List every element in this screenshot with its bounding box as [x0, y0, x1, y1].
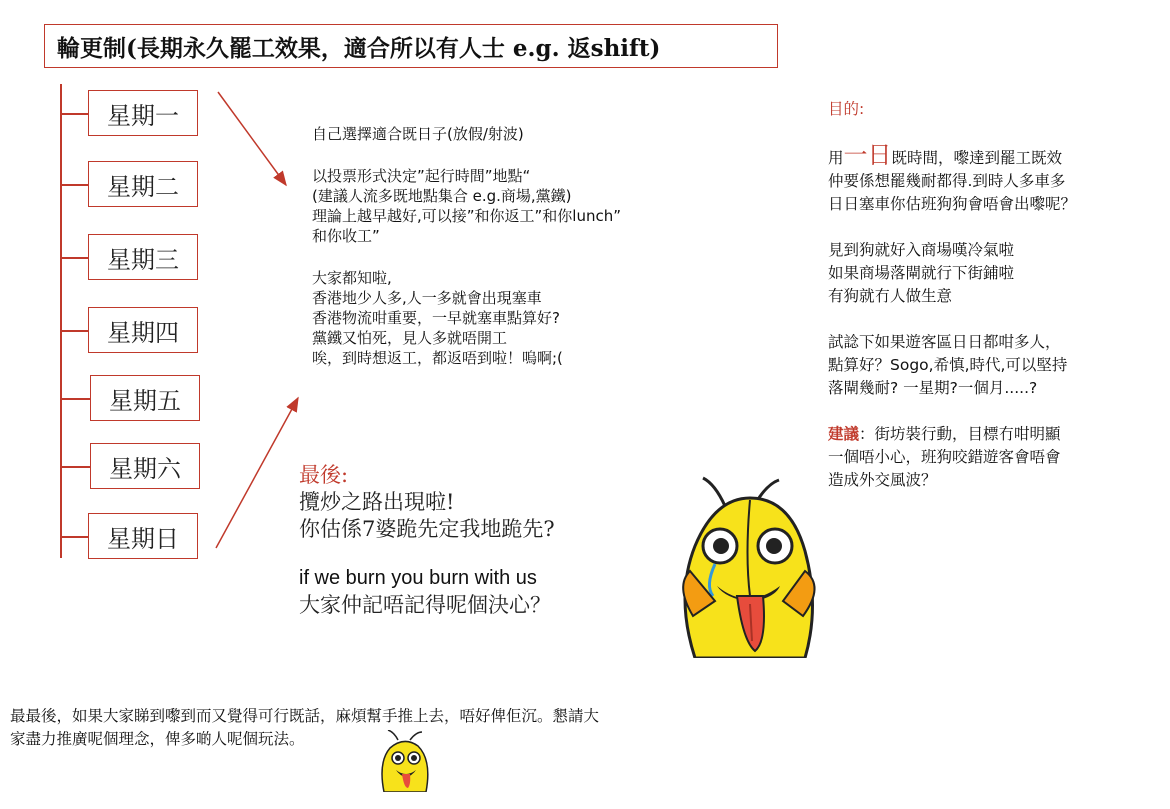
vote-line: 和你收工” [312, 227, 380, 245]
final-line: 你估係7婆跪先定我地跪先? [299, 517, 555, 541]
purpose-text: 如果商場落閘就行下街鋪啦 [828, 264, 1015, 282]
choose-day-text: 自己選擇適合既日子(放假/射波) [312, 125, 524, 143]
closing-line: 最最後，如果大家睇到嚟到而又覺得可行既話，麻煩幫手推上去，唔好俾佢沉。懇請大 [10, 707, 600, 725]
reason-line: 香港地少人多,人一多就會出現塞車 [312, 289, 542, 307]
plan-description [312, 124, 732, 390]
day-sunday: 星期日 [88, 513, 198, 559]
vote-line: 理論上越早越好,可以接”和你返工”和你lunch” [312, 207, 622, 225]
reason-line: 黨鐵又怕死，見人多就唔開工 [312, 329, 508, 347]
purpose-text: 日日塞車你估班狗狗會唔會出嚟呢？ [828, 195, 1077, 213]
purpose-label: 目的: [828, 100, 865, 118]
day-monday: 星期一 [88, 90, 198, 136]
arrow-monday [218, 92, 286, 185]
slogan-english: if we burn you burn with us [299, 567, 537, 589]
purpose-text: 用 [828, 149, 844, 167]
purpose-text: 見到狗就好入商場嘆冷氣啦 [828, 241, 1015, 259]
day-friday: 星期五 [90, 375, 200, 421]
day-tuesday: 星期二 [88, 161, 198, 207]
purpose-text: 落閘幾耐? 一星期?一個月.....? [828, 379, 1038, 397]
suggestion-text: 一個唔小心，班狗咬錯遊客會唔會 [828, 448, 1061, 466]
crying-mascot-icon [655, 476, 835, 658]
one-day-highlight: 一日 [843, 141, 892, 169]
reason-line: 香港物流咁重要，一早就塞車點算好? [312, 309, 560, 327]
purpose-text: 既時間，嚟達到罷工既效 [891, 149, 1063, 167]
final-line: 大家仲記唔記得呢個決心？ [299, 593, 551, 617]
purpose-text: 仲要係想罷幾耐都得.到時人多車多 [828, 172, 1066, 190]
vote-line: (建議人流多既地點集合 e.g.商場,黨鐵) [312, 187, 572, 205]
day-thursday: 星期四 [88, 307, 198, 353]
purpose-text: 有狗就冇人做生意 [828, 287, 953, 305]
reason-line: 唉，到時想返工，都返唔到啦！嗚啊;( [312, 349, 563, 367]
vote-line: 以投票形式決定”起行時間”地點“ [312, 167, 531, 185]
suggestion-text: ：街坊裝行動，目標冇咁明顯 [859, 425, 1061, 443]
page-title: 輪更制(長期永久罷工效果，適合所以有人士 e.g. 返shift) [44, 24, 778, 68]
suggestion-label: 建議 [828, 425, 860, 443]
final-section [299, 462, 659, 619]
suggestion-text: 造成外交風波？ [828, 471, 937, 489]
purpose-text: 點算好？Sogo,希慎,時代,可以堅持 [828, 356, 1068, 374]
final-title: 最後: [299, 463, 349, 487]
purpose-section [828, 98, 1158, 515]
purpose-text: 試諗下如果遊客區日日都咁多人， [828, 333, 1061, 351]
reason-line: 大家都知啦, [312, 269, 392, 287]
final-line: 攬炒之路出現啦! [299, 490, 455, 514]
arrow-sunday [216, 398, 298, 548]
closing-line: 家盡力推廣呢個理念，俾多啲人呢個玩法。 [10, 730, 305, 748]
small-mascot-icon [376, 730, 434, 792]
day-saturday: 星期六 [90, 443, 200, 489]
day-wednesday: 星期三 [88, 234, 198, 280]
